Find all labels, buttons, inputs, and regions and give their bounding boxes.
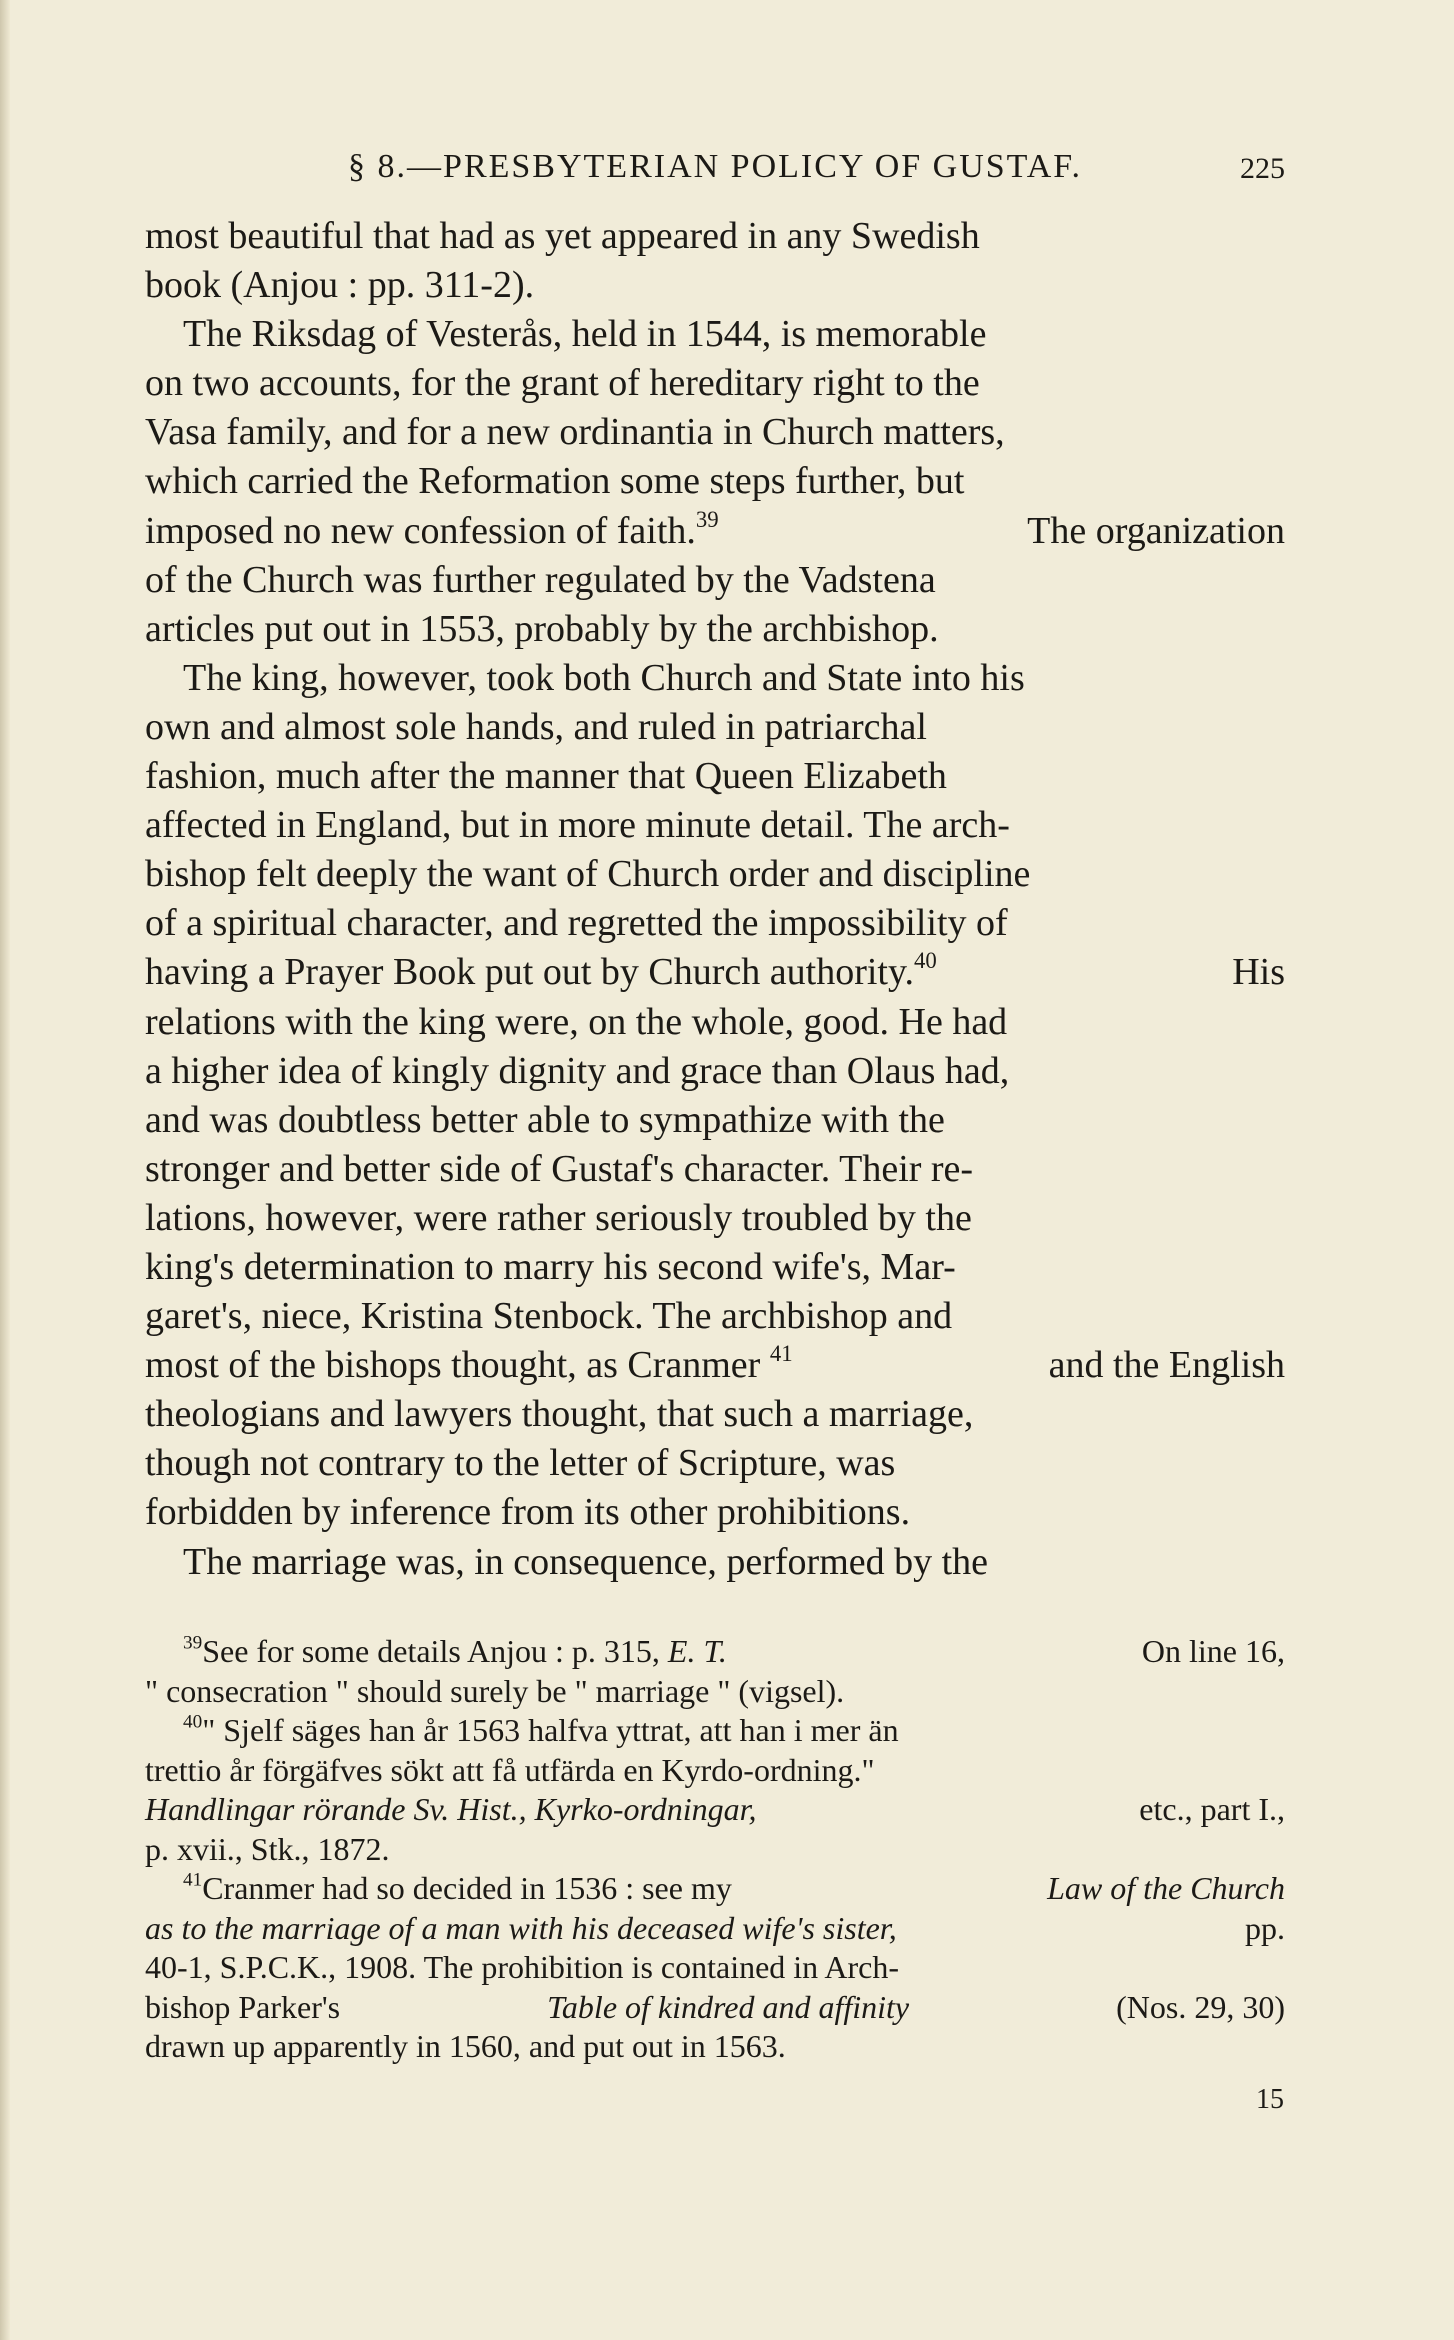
text-line: having a Prayer Book put out by Church authority.$^{40}$ His bbox=[145, 948, 1285, 994]
text-line: book (Anjou : pp. 311-2). bbox=[145, 264, 535, 307]
footnote-line: p. xvii., Stk., 1872. bbox=[145, 1830, 390, 1867]
text-line: forbidden by inference from its other prohibitions. bbox=[145, 1491, 911, 1534]
page-binding-edge bbox=[0, 0, 10, 2340]
running-header bbox=[145, 140, 1285, 190]
footnote-ref: 41 bbox=[769, 1341, 793, 1367]
footnote-line: drawn up apparently in 1560, and put out in 1563. bbox=[145, 2028, 786, 2064]
text-line: relations with the king were, on the whole, good. He had bbox=[145, 1000, 1008, 1043]
text-line: of the Church was further regulated by the Vadstena bbox=[145, 558, 936, 601]
text-line: of a spiritual character, and regretted the impossibility of bbox=[145, 902, 1008, 945]
text-line: articles put out in 1553, probably by the archbishop. bbox=[145, 607, 939, 650]
text-line: The king, however, took both Church and State into his bbox=[183, 656, 1025, 699]
text-line: stronger and better side of Gustaf's character. Their re- bbox=[145, 1147, 974, 1190]
text-line: most beautiful that had as yet appeared in any Swedish bbox=[145, 215, 980, 257]
footnote-line: 40-1, S.P.C.K., 1908. The prohibition is contained in Arch- bbox=[145, 1949, 900, 1985]
text-line: Vasa family, and for a new ordinantia in Church matters, bbox=[145, 411, 1005, 454]
text-line: The marriage was, in consequence, performed by the bbox=[183, 1540, 989, 1583]
footnote-40: $^{40}$" Sjelf säges han år 1563 halfva yttrat, att han i mer än bbox=[183, 1711, 899, 1748]
text-line: affected in England, but in more minute detail. The arch- bbox=[145, 804, 1010, 847]
text-line: and was doubtless better able to sympathize with the bbox=[145, 1098, 945, 1141]
footnote-line: " consecration " should surely be " marriage " (vigsel). bbox=[145, 1672, 845, 1709]
footnote-39: $^{39}$See for some details Anjou : p. 315, E. T. On line 16, bbox=[183, 1632, 1285, 1669]
text-line: most of the bishops thought, as Cranmer $^{41}$ and the English bbox=[145, 1341, 1285, 1387]
text-line: a higher idea of kingly dignity and grace than Olaus had, bbox=[145, 1049, 1010, 1092]
footnote-41: $^{41}$Cranmer had so decided in 1536 : see my Law of the Church bbox=[183, 1869, 1285, 1906]
text-line: though not contrary to the letter of Scripture, was bbox=[145, 1442, 896, 1485]
body-text bbox=[145, 212, 1285, 1587]
text-line: garet's, niece, Kristina Stenbock. The archbishop and bbox=[145, 1295, 953, 1338]
text-line: which carried the Reformation some steps further, but bbox=[145, 460, 965, 503]
text-line: imposed no new confession of faith.$^{39}$ The organization bbox=[145, 506, 1285, 552]
footnote-ref: 39 bbox=[695, 506, 719, 532]
text-line: king's determination to marry his second wife's, Mar- bbox=[145, 1245, 956, 1288]
footnote-line: as to the marriage of a man with his deceased wife's sister, pp. bbox=[145, 1909, 1285, 1946]
text-line: own and almost sole hands, and ruled in patriarchal bbox=[145, 705, 927, 748]
footnote-line: Handlingar rörande Sv. Hist., Kyrko-ordningar, etc., part I., bbox=[145, 1791, 1285, 1827]
footnote-line: bishop Parker's Table of kindred and affinity (Nos. 29, 30) bbox=[145, 1988, 1285, 2025]
running-title: § 8.—PRESBYTERIAN POLICY OF GUSTAF. bbox=[348, 148, 1082, 185]
footnotes bbox=[145, 1632, 1285, 2067]
text-line: fashion, much after the manner that Queen Elizabeth bbox=[145, 755, 947, 798]
text-line: theologians and lawyers thought, that such a marriage, bbox=[145, 1393, 974, 1436]
text-line: on two accounts, for the grant of hereditary right to the bbox=[145, 362, 980, 405]
text-line: bishop felt deeply the want of Church order and discipline bbox=[145, 853, 1031, 896]
signature-mark: 15 bbox=[1256, 2084, 1284, 2115]
footnote-line: trettio år förgäfves sökt att få utfärda en Kyrdo-ordning." bbox=[145, 1751, 875, 1788]
text-line: lations, however, were rather seriously troubled by the bbox=[145, 1196, 972, 1239]
page-number: 225 bbox=[1240, 152, 1285, 185]
text-line: The Riksdag of Vesterås, held in 1544, is memorable bbox=[183, 313, 987, 356]
footnote-ref: 40 bbox=[914, 948, 937, 974]
